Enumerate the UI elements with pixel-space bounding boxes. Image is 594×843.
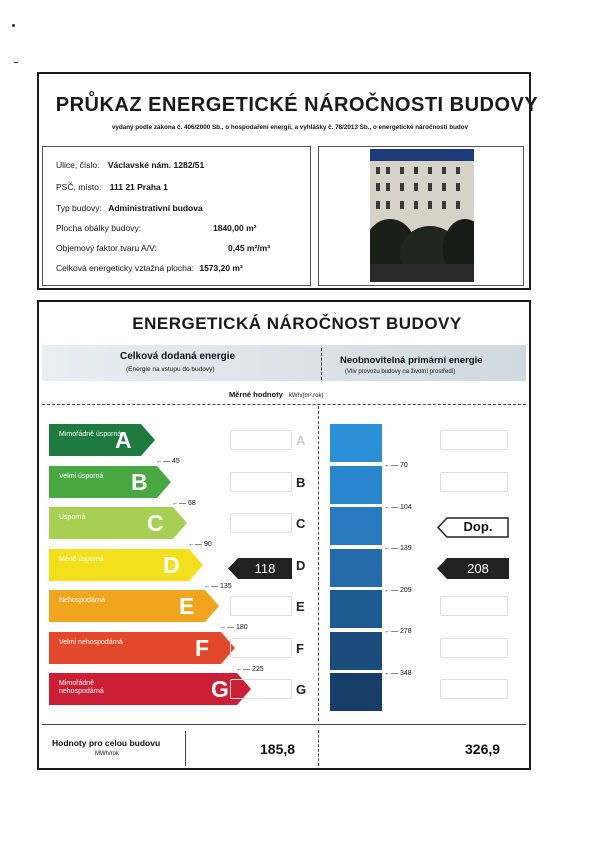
class-letter: G: [211, 676, 229, 702]
right-threshold: ←— 139: [384, 545, 412, 552]
street-label: Ulice, číslo:: [56, 160, 100, 170]
units-heading: Měrné hodnoty: [229, 390, 283, 399]
class-label: Mimořádně nehospodárná: [59, 680, 104, 695]
left-empty-slot: [230, 596, 292, 616]
left-empty-slot: [230, 513, 292, 533]
right-empty-slot: [440, 679, 508, 699]
street-row: [56, 160, 204, 170]
left-value-marker: [228, 558, 292, 579]
right-threshold: ←— 209: [384, 586, 412, 594]
primary-energy-block: [330, 507, 382, 545]
scan-mark: [14, 62, 18, 63]
type-value: Administrativní budova: [108, 203, 203, 213]
right-empty-slot: [440, 472, 508, 492]
mid-class-letter-b: B: [296, 474, 306, 490]
primary-energy-block: [330, 549, 382, 587]
building-photo: [370, 149, 474, 282]
footer-unit: MWh/rok: [95, 751, 119, 757]
right-value-marker: [437, 558, 509, 579]
class-letter: F: [195, 634, 210, 661]
left-empty-slot: [230, 679, 292, 699]
left-empty-slot: [230, 472, 292, 492]
right-empty-slot: [440, 638, 508, 658]
right-total: 326,9: [465, 741, 501, 757]
left-threshold: ←— 135: [204, 582, 232, 590]
left-column-subheading: (Energie na vstupu do budovy): [126, 366, 215, 373]
street-value: Václavské nám. 1282/51: [107, 160, 205, 170]
factor-row: [56, 243, 157, 253]
left-threshold: ←— 180: [220, 624, 248, 631]
class-arrow-b: [49, 466, 171, 498]
left-threshold: ←— 68: [172, 499, 196, 507]
type-row: [56, 203, 203, 213]
primary-energy-block: [330, 673, 382, 711]
footer-divider: [42, 724, 526, 725]
mid-class-letter-f: F: [296, 640, 304, 656]
left-threshold: ←— 90: [188, 541, 212, 548]
certificate-title: PRŮKAZ ENERGETICKÉ NÁROČNOSTI BUDOVY: [55, 94, 539, 116]
footer-label: Hodnoty pro celou budovu: [52, 738, 161, 748]
floor-label: Celková energeticky vztažná plocha:: [56, 263, 194, 273]
left-value: 118: [254, 561, 276, 576]
units-divider: [42, 404, 526, 405]
footer-left-box: [185, 731, 319, 766]
class-arrow-c: [49, 507, 187, 539]
right-column-subheading: (Vliv provozu budovy na životní prostředí): [345, 369, 456, 375]
class-label: Velmi nehospodárná: [59, 638, 123, 646]
column-divider: [318, 406, 319, 721]
left-total: 185,8: [260, 741, 296, 757]
psc-label: PSČ, místo:: [56, 182, 102, 192]
type-label: Typ budovy:: [56, 203, 102, 213]
floor-value: 1573,20 m²: [199, 263, 243, 273]
class-arrow-a: [49, 424, 155, 456]
class-letter: D: [163, 551, 180, 578]
class-label: Mimořádně úsporná: [59, 431, 122, 438]
primary-energy-block: [330, 632, 382, 670]
factor-label: Objemový faktor tvaru A/V:: [56, 243, 157, 253]
area-row: [56, 223, 141, 233]
psc-row: [56, 182, 168, 192]
class-arrow-d: [49, 549, 203, 581]
class-letter: A: [115, 427, 132, 453]
units-value: kWh/(m².rok): [288, 393, 324, 399]
primary-energy-block: [330, 466, 382, 504]
area-value: 1840,00 m²: [213, 223, 257, 233]
class-letter: C: [147, 510, 164, 536]
right-column-heading: Neobnovitelná primární energie: [340, 355, 483, 366]
left-threshold: ←— 225: [236, 665, 264, 673]
class-arrow-g: [49, 673, 251, 705]
right-empty-slot: [440, 596, 508, 616]
primary-energy-block: [330, 424, 382, 462]
right-threshold: ←— 70: [384, 462, 408, 469]
factor-value: 0,45 m²/m³: [228, 243, 271, 253]
right-threshold: ←— 278: [384, 628, 412, 635]
area-label: Plocha obálky budovy:: [56, 223, 142, 233]
right-value: 208: [467, 561, 489, 576]
units-label: [229, 390, 324, 399]
dop-marker: [437, 517, 509, 538]
class-letter: E: [179, 593, 195, 619]
class-arrow-e: [49, 590, 219, 622]
header-divider: [321, 348, 322, 380]
class-label: Úsporná: [59, 514, 86, 521]
left-empty-slot: [230, 430, 292, 450]
class-label: Velmi úsporná: [59, 472, 104, 480]
left-threshold: ←— 45: [156, 458, 180, 465]
right-threshold: ←— 348: [384, 669, 412, 677]
mid-class-letter-e: E: [296, 599, 305, 614]
mid-class-letter-g: G: [296, 682, 307, 697]
mid-class-letter-a: A: [296, 433, 306, 448]
class-label: Méně úsporná: [59, 555, 104, 563]
certificate-subtitle: vydaný podle zákona č. 406/2000 Sb., o hospodaření energií, a vyhlášky č. 78/2013 Sb., o energetické náročnosti budov: [111, 124, 469, 131]
floor-row: [56, 263, 243, 273]
right-threshold: ←— 104: [384, 503, 412, 511]
left-empty-slot: [230, 638, 292, 658]
scan-mark: [12, 24, 15, 27]
dop-label: Dop.: [463, 519, 493, 534]
mid-class-letter-c: C: [296, 516, 306, 531]
footer-column-divider: [318, 730, 319, 766]
mid-class-letter-d: D: [296, 557, 306, 573]
energy-title: ENERGETICKÁ NÁROČNOST BUDOVY: [132, 314, 462, 333]
class-arrow-f: [49, 632, 235, 664]
primary-energy-block: [330, 590, 382, 628]
right-empty-slot: [440, 430, 508, 450]
left-column-heading: Celková dodaná energie: [120, 351, 236, 362]
class-letter: B: [131, 468, 148, 495]
class-label: Nehospodárná: [59, 597, 105, 604]
psc-value: 111 21 Praha 1: [109, 182, 168, 192]
